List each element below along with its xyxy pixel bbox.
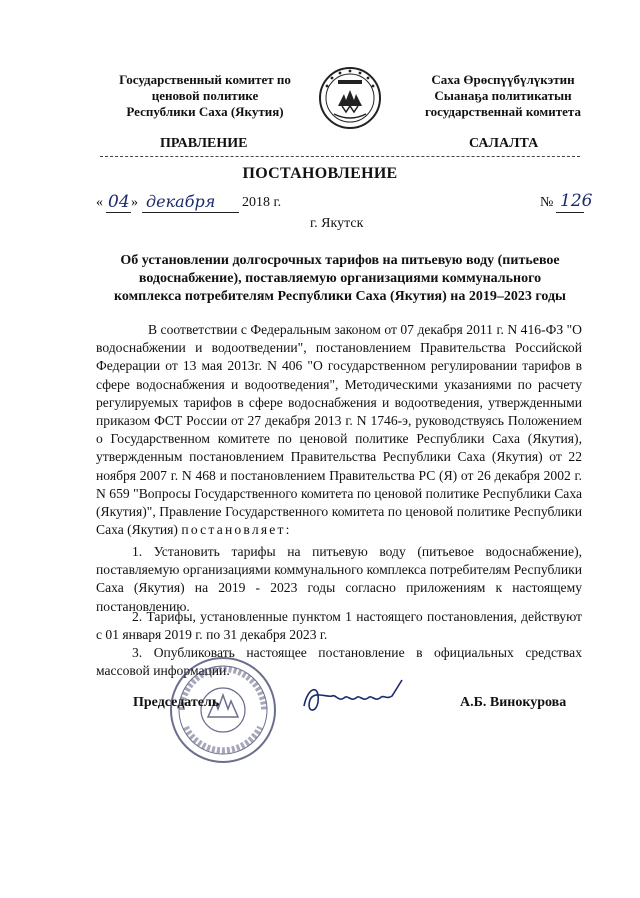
date-month-underline [142,212,239,213]
date-day-underline [106,212,131,213]
handwritten-signature [298,676,408,720]
header-left-org [95,72,315,120]
body-paragraph-3: 2. Тарифы, установленные пунктом 1 настоящего постановления, действуют с 01 января 2019 г. по 31 декабря 2023 г. [96,609,582,643]
header-left-line: Республики Саха (Якутия) [126,104,284,119]
city: г. Якутск [310,216,364,231]
date-day: 04 [108,192,130,212]
header-right-line: Саха Өрөспүүбүлүкэтин [431,72,575,87]
doc-title: ПОСТАНОВЛЕНИЕ [242,165,398,182]
doc-number: 126 [560,191,593,211]
body-paragraph-1 [96,321,582,539]
subject-line: Об установлении долгосрочных тарифов на питьевую воду (питьевое [120,253,560,268]
header-left-line: ценовой политике [151,88,259,103]
date-open-quote: « [96,195,103,210]
subject-line: водоснабжение), поставляемую организациями коммунального [138,271,542,286]
header-left-sub: ПРАВЛЕНИЕ [160,136,248,151]
body-paragraph-1-text: В соответствии с Федеральным законом от 07 декабря 2011 г. N 416-ФЗ "О водоснабжении и водоотведении", постановлением Правительства Российской Федерации от 13 мая 2013г. N 406 "О государственном регулировании тарифов в сфере водоснабжения и водоотведения", Методическими указаниями по расчету регулируемых тарифов в сфере водоснабжения и водоотведения, утвержденными приказом ФСТ России от 27 декабря 2013 г. N 1746-э, руководствуясь Положением о Государственном комитете по ценовой политике Республики Саха (Якутия), утвержденным постановлением Правительства Республики Саха (Якутия) от 22 ноября 2007 г. N 468 и постановлением Правительства РС (Я) от 26 декабря 2002 г. N 659 "Вопросы Государственного комитета по ценовой политике Республики Саха (Якутия)", Правление Государственного комитета по ценовой политике Республики Саха (Якутия) [96,322,582,538]
header-right-line: государственнай комитета [425,104,581,119]
body-paragraph-2: 1. Установить тарифы на питьевую воду (питьевое водоснабжение), поставляемую организациями коммунального комплекса потребителям Республики Саха (Якутия) на 2019 - 2023 годы согласно приложениям к настоящему постановлению. [96,544,582,614]
header-right-org [406,72,600,120]
date-close-quote: » [131,195,138,210]
header-divider [100,156,580,157]
body-paragraph-1-resolves: постановляет: [181,522,292,538]
doc-number-underline [556,212,584,213]
body-paragraph-4: 3. Опубликовать настоящее постановление в официальных средствах массовой информации. [96,645,582,679]
date-month: декабря [146,192,216,211]
subject-title [100,252,580,306]
signature-name: А.Б. Винокурова [460,695,567,710]
header-right-line: Сыанаҕа политикатын [434,88,572,103]
republic-emblem-icon [318,66,382,130]
signature-role: Председатель [133,695,220,710]
header-left-line: Государственный комитет по [119,72,291,87]
date-year: 2018 г. [242,195,282,210]
doc-number-label: № [540,195,554,210]
header-right-sub: САЛАЛТА [469,136,539,151]
subject-line: комплекса потребителям Республики Саха (Якутия) на 2019–2023 годы [114,289,566,304]
